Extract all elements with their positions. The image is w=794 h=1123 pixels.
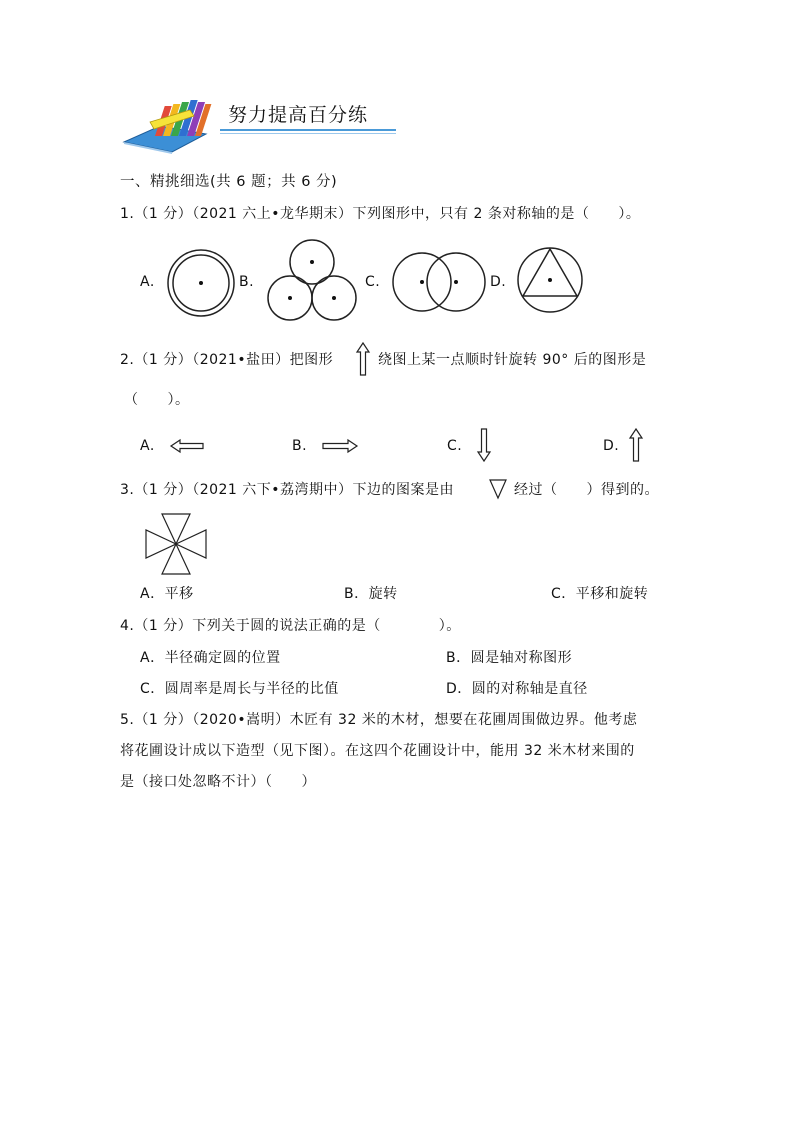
q4-option-a: A．半径确定圆的位置 [140,650,281,666]
section-heading: 一、精挑细选(共 6 题；共 6 分) [120,174,338,190]
q3-pattern-figure [144,512,208,576]
q2-option-b-label: B. [292,438,308,454]
q1-option-c-figure [392,250,486,314]
header-banner [120,96,400,154]
q1-option-a-figure [166,248,236,318]
q1-option-a-label: A. [140,274,155,290]
q3-option-b: B．旋转 [344,586,398,602]
q2-option-c-down-arrow [476,428,492,462]
banner-underline-thin [220,133,396,134]
question-2-stem-before: 2.（1 分）（2021•盐田）把图形 [120,352,334,368]
question-2-stem-line2: （ ）。 [124,392,190,408]
stacked-books-icon [120,96,230,154]
question-2-stem-after: 绕图上某一点顺时针旋转 90° 后的图形是 [378,352,647,368]
banner-underline [220,129,396,131]
q1-option-b-figure [266,238,360,324]
q4-option-b: B．圆是轴对称图形 [446,650,573,666]
q2-option-a-left-arrow [170,438,204,454]
q1-option-b-label: B. [239,274,255,290]
question-4-stem: 4.（1 分）下列关于圆的说法正确的是（ ）。 [120,618,461,634]
q2-figure-up-arrow [355,342,371,376]
q2-option-c-label: C. [447,438,463,454]
q1-option-c-label: C. [365,274,381,290]
question-3-stem-before: 3.（1 分）（2021 六下•荔湾期中）下边的图案是由 [120,482,455,498]
banner-title: 努力提高百分练 [228,104,369,126]
q2-option-b-right-arrow [322,438,358,454]
question-5-line-3: 是（接口处忽略不计）（ ） [120,774,316,790]
q2-option-a-label: A. [140,438,155,454]
q3-option-a: A．平移 [140,586,194,602]
q4-option-d: D．圆的对称轴是直径 [446,681,588,697]
q3-figure-triangle [488,478,508,500]
question-3-stem-after: 经过（ ）得到的。 [514,482,659,498]
q2-option-d-label: D. [603,438,620,454]
q3-option-c: C．平移和旋转 [551,586,649,602]
q1-option-d-label: D. [490,274,507,290]
q1-option-d-figure [516,246,584,314]
q2-option-d-up-arrow [628,428,644,462]
question-1-stem: 1.（1 分）（2021 六上•龙华期末）下列图形中，只有 2 条对称轴的是（ ）。 [120,206,641,222]
question-5-line-2: 将花圃设计成以下造型（见下图）。在这四个花圃设计中，能用 32 米木材来围的 [120,743,635,759]
q4-option-c: C．圆周率是周长与半径的比值 [140,681,339,697]
question-5-line-1: 5.（1 分）（2020•嵩明）木匠有 32 米的木材，想要在花圃周围做边界。他考虑 [120,712,638,728]
